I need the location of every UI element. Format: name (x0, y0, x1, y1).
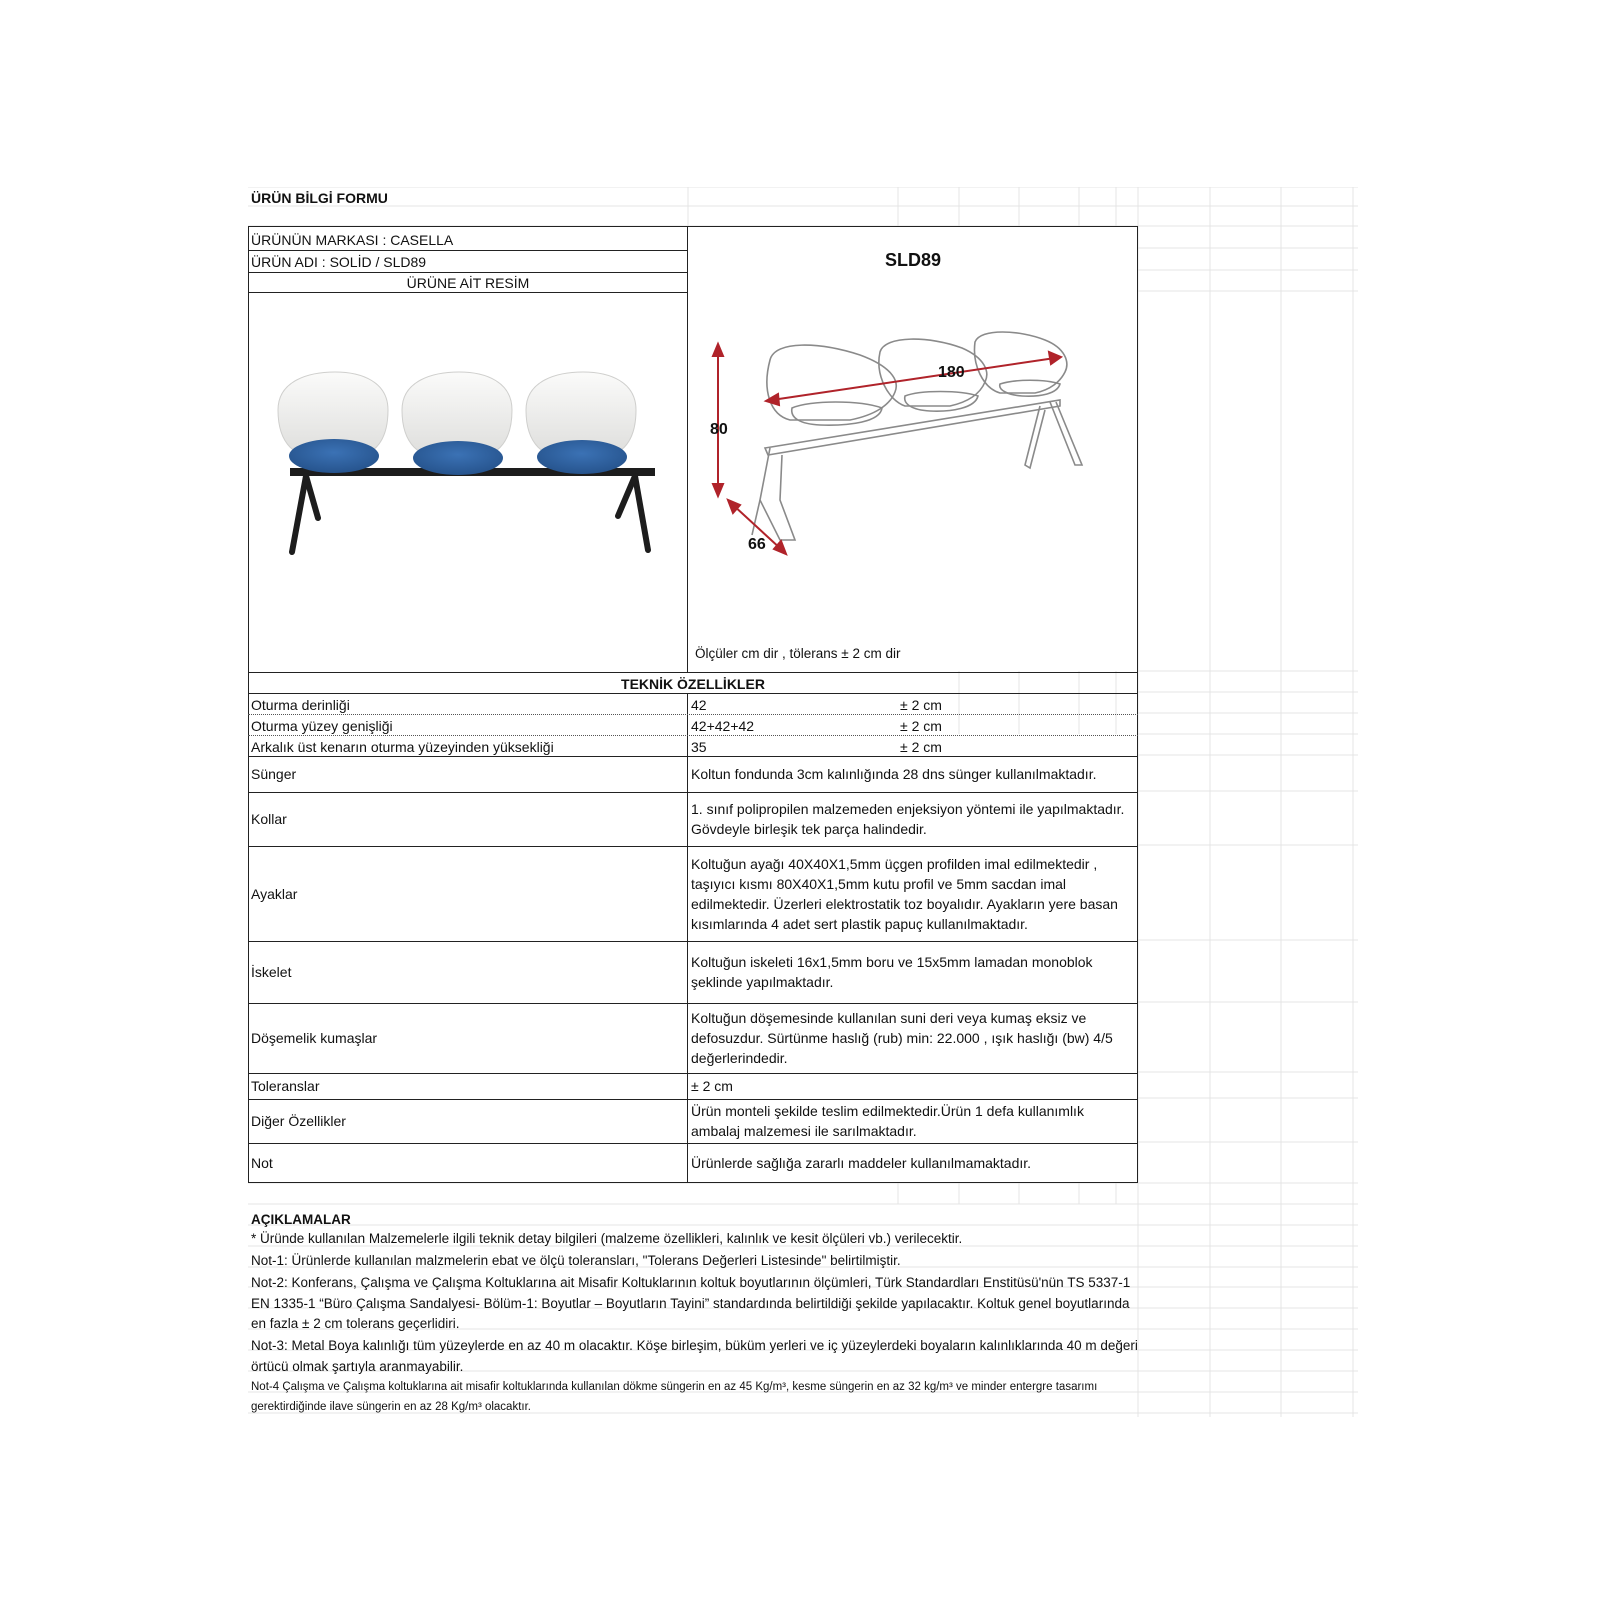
spec-label: Sünger (251, 766, 297, 782)
model-code: SLD89 (884, 250, 942, 270)
measurement-label: Oturma yüzey genişliği (251, 718, 393, 734)
form-title: ÜRÜN BİLGİ FORMU (251, 190, 388, 206)
spec-header: TEKNİK ÖZELLİKLER (621, 676, 765, 692)
measurement-tolerance: ± 2 cm (900, 718, 942, 734)
spec-label: Ayaklar (251, 885, 298, 902)
spec-text: Ürün monteli şekilde teslim edilmektedir.Ürün 1 defa kullanımlık ambalaj malzemesi ile sarılmaktadır. (691, 1103, 1084, 1139)
seat-2 (402, 372, 512, 475)
depth-dimension: 66 (748, 536, 766, 553)
spec-text: Koltuğun iskeleti 16x1,5mm boru ve 15x5mm lamadan monoblok şeklinde yapılmaktadır. (691, 954, 1093, 990)
units-note: Ölçüler cm dir , tölerans ± 2 cm dir (695, 646, 901, 661)
measurement-value: 42 (691, 697, 707, 713)
image-caption: ÜRÜNE AİT RESİM (406, 275, 530, 291)
note-item: * Üründe kullanılan Malzemelerle ilgili teknik detay bilgileri (malzeme özellikleri, kalınlık ve kesit ölçüleri vb.) verilecektir. (251, 1231, 963, 1246)
spec-label: Not (251, 1155, 273, 1171)
measurement-label: Oturma derinliği (251, 697, 350, 713)
note-item: Not-1: Ürünlerde kullanılan malzmelerin ebat ve ölçü toleransları, "Tolerans Değerleri Listesinde" belirtilmiştir. (251, 1253, 901, 1268)
note-item: Not-2: Konferans, Çalışma ve Çalışma Koltuklarına ait Misafir Koltuklarının koltuk boyutlarının ölçümleri, Türk Standardları Enstitüsü'nün TS 5337-1 EN 1335-1 “Büro Çalışma Sandalyesi- Bölüm-1: Boyutlar – Boyutların Tayini” standardında belirtildiği şekilde yapılacaktır. Koltuk genel boyutlarında en fazla ± 2 cm tolerans geçerlidiri. (251, 1275, 1131, 1331)
measurement-tolerance: ± 2 cm (900, 739, 942, 755)
seat-3 (526, 372, 636, 474)
seat-1 (278, 372, 388, 473)
note-item: Not-4 Çalışma ve Çalışma koltuklarına ait misafir koltuklarında kullanılan dökme süngerin en az 45 Kg/m³, kesme süngerin en az 32 kg/m³ ve minder entergre tasarımı gerektirdiğinde ilave süngerin en az 28 Kg/m³ olacaktır. (251, 1381, 1098, 1413)
height-dimension: 80 (710, 421, 728, 438)
spec-text: Ürünlerde sağlığa zararlı maddeler kullanılmamaktadır. (691, 1155, 1032, 1171)
product-name-label: ÜRÜN ADI : SOLİD / SLD89 (251, 254, 427, 270)
product-photo (270, 370, 670, 570)
spec-label: İskelet (251, 964, 292, 980)
note-item: Not-3: Metal Boya kalınlığı tüm yüzeylerde en az 40 m olacaktır. Köşe birleşim, büküm yerleri ve iç yüzeylerdeki boyaların kalınlıklarında 40 m değeri örtücü olmak şartıyla aranmayabilir. (251, 1338, 1138, 1374)
spec-text: Koltun fondunda 3cm kalınlığında 28 dns sünger kullanılmaktadır. (691, 766, 1097, 782)
measurement-value: 35 (691, 739, 707, 755)
notes-title: AÇIKLAMALAR (251, 1212, 351, 1227)
brand-label: ÜRÜNÜN MARKASI : CASELLA (251, 232, 454, 248)
spec-label: Toleranslar (251, 1078, 320, 1094)
measurement-tolerance: ± 2 cm (900, 697, 942, 713)
measurement-label: Arkalık üst kenarın oturma yüzeyinden yüksekliği (251, 739, 554, 755)
frame-legs (292, 476, 648, 552)
spec-text: ± 2 cm (691, 1078, 733, 1094)
width-dimension: 180 (938, 364, 965, 381)
spec-text: 1. sınıf polipropilen malzemeden enjeksiyon yöntemi ile yapılmaktadır. Gövdeyle birleşik tek parça halindedir. (691, 801, 1125, 837)
spec-text: Koltuğun döşemesinde kullanılan suni deri veya kumaş eksiz ve defosuzdur. Sürtünme haslığ (rub) min: 22.000 , ışık haslığı (bw) 4/5 değerlerindedir. (691, 1010, 1113, 1066)
spec-label: Diğer Özellikler (251, 1113, 346, 1129)
spec-label: Döşemelik kumaşlar (251, 1030, 378, 1046)
spec-label: Kollar (251, 811, 287, 827)
spec-text: Koltuğun ayağı 40X40X1,5mm üçgen profilden imal edilmektedir , taşıyıcı kısmı 80X40X1,5mm kutu profil ve 5mm sacdan imal edilmektedir. Üzerleri elektrostatik toz boyalıdır. Ayakların yere basan kısımlarında 4 adet sert plastik papuç kullanılmaktadır. (691, 855, 1118, 932)
measurement-value: 42+42+42 (691, 718, 755, 734)
